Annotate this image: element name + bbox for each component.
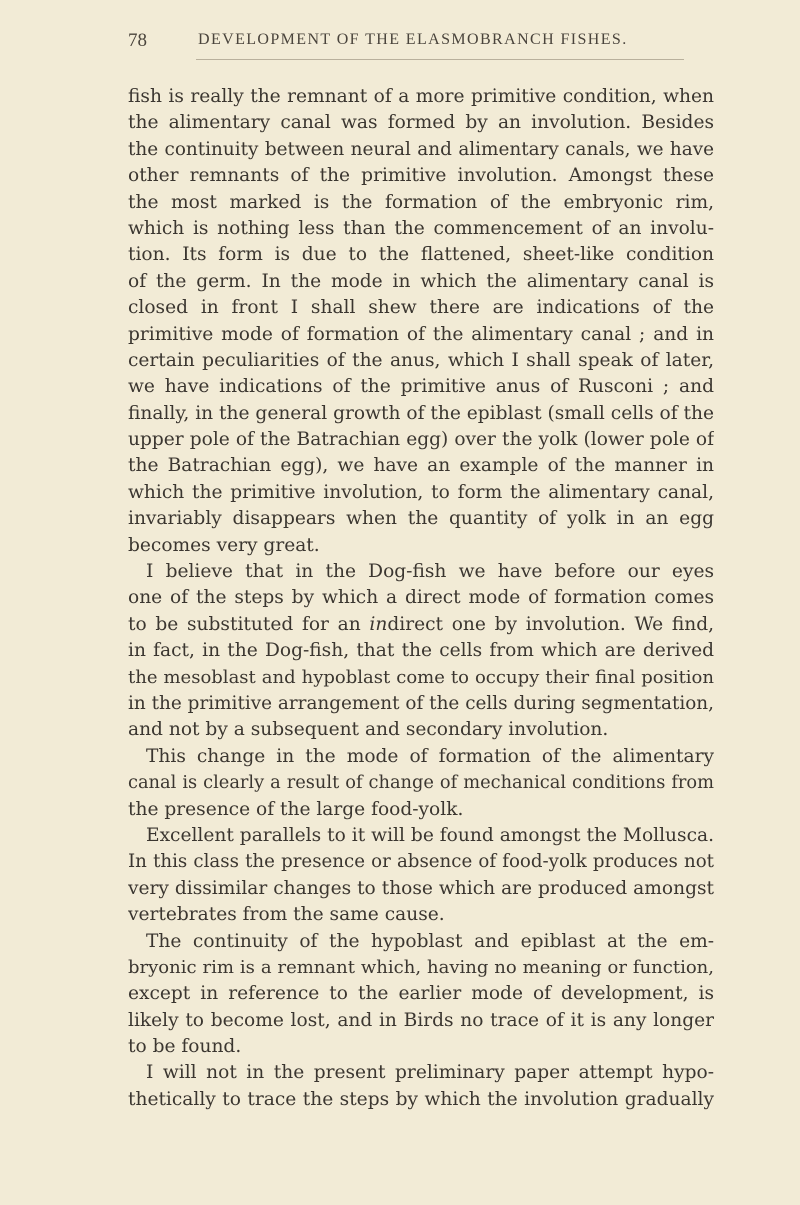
text-line: the most marked is the formation of the embryonic rim, — [128, 191, 714, 213]
text-line: fish is really the remnant of a more primitive condition, when — [128, 86, 714, 107]
text-segment: to be substituted for an — [128, 613, 370, 635]
text-segment: direct one by involution. We find, — [387, 613, 714, 635]
text-line: to be found. — [128, 1036, 242, 1058]
text-line: of the germ. In the mode in which the alimentary canal is — [128, 270, 714, 292]
text-line: becomes very great. — [128, 534, 320, 556]
text-line: certain peculiarities of the anus, which I shall speak of later, — [128, 349, 714, 371]
text-line: Excellent parallels to it will be found amongst the Mollusca. — [146, 824, 714, 846]
text-line: invariably disappears when the quantity of yolk in an egg — [128, 508, 714, 530]
text-line: tion. Its form is due to the flattened, sheet-like condition — [128, 244, 714, 266]
text-line: primitive mode of formation of the alimentary canal ; and in — [128, 323, 714, 345]
text-line: we have indications of the primitive anus of Rusconi ; and — [128, 376, 714, 398]
text-line: very dissimilar changes to those which are produced amongst — [128, 877, 714, 899]
text-line: the alimentary canal was formed by an involution. Besides — [128, 112, 714, 134]
text-line: finally, in the general growth of the epiblast (small cells of the — [128, 402, 714, 424]
body-text — [128, 84, 714, 1113]
text-line: one of the steps by which a direct mode of formation comes — [128, 587, 714, 609]
text-line: likely to become lost, and in Birds no trace of it is any longer — [128, 1009, 714, 1031]
text-line: The continuity of the hypoblast and epiblast at the em- — [146, 930, 714, 952]
header-rule — [196, 59, 684, 60]
text-line: the mesoblast and hypoblast come to occupy their final position — [128, 666, 714, 688]
text-line: This change in the mode of formation of the alimentary — [146, 745, 714, 767]
page-number: 78 — [128, 30, 147, 51]
text-line: except in reference to the earlier mode of development, is — [128, 983, 714, 1005]
text-line: which is nothing less than the commencement of an involu- — [128, 217, 714, 239]
text-line: the presence of the large food-yolk. — [128, 798, 464, 820]
text-line: upper pole of the Batrachian egg) over the yolk (lower pole of — [128, 429, 714, 451]
text-line: in fact, in the Dog-fish, that the cells from which are derived — [128, 640, 714, 662]
text-line: the continuity between neural and alimentary canals, we have — [128, 138, 714, 160]
text-line: and not by a subsequent and secondary involution. — [128, 719, 609, 741]
text-line: bryonic rim is a remnant which, having no meaning or function, — [128, 956, 714, 978]
italic-emphasis: in — [369, 613, 388, 635]
text-line: canal is clearly a result of change of mechanical conditions from — [128, 772, 714, 794]
text-line — [128, 612, 714, 638]
text-line: I will not in the present preliminary paper attempt hypo- — [146, 1062, 714, 1084]
text-line: the Batrachian egg), we have an example of the manner in — [128, 455, 714, 477]
text-line: thetically to trace the steps by which the involution gradually — [128, 1088, 714, 1110]
text-line: I believe that in the Dog-fish we have before our eyes — [146, 561, 714, 583]
text-line: closed in front I shall shew there are indications of the — [128, 297, 714, 319]
text-line: in the primitive arrangement of the cells during segmentation, — [128, 692, 714, 714]
running-title: DEVELOPMENT OF THE ELASMOBRANCH FISHES. — [198, 31, 628, 48]
running-head — [128, 30, 698, 56]
text-line: vertebrates from the same cause. — [128, 904, 445, 926]
text-line: which the primitive involution, to form the alimentary canal, — [128, 481, 714, 503]
text-line: other remnants of the primitive involution. Amongst these — [128, 165, 714, 187]
text-line: In this class the presence or absence of food-yolk produces not — [128, 851, 714, 873]
